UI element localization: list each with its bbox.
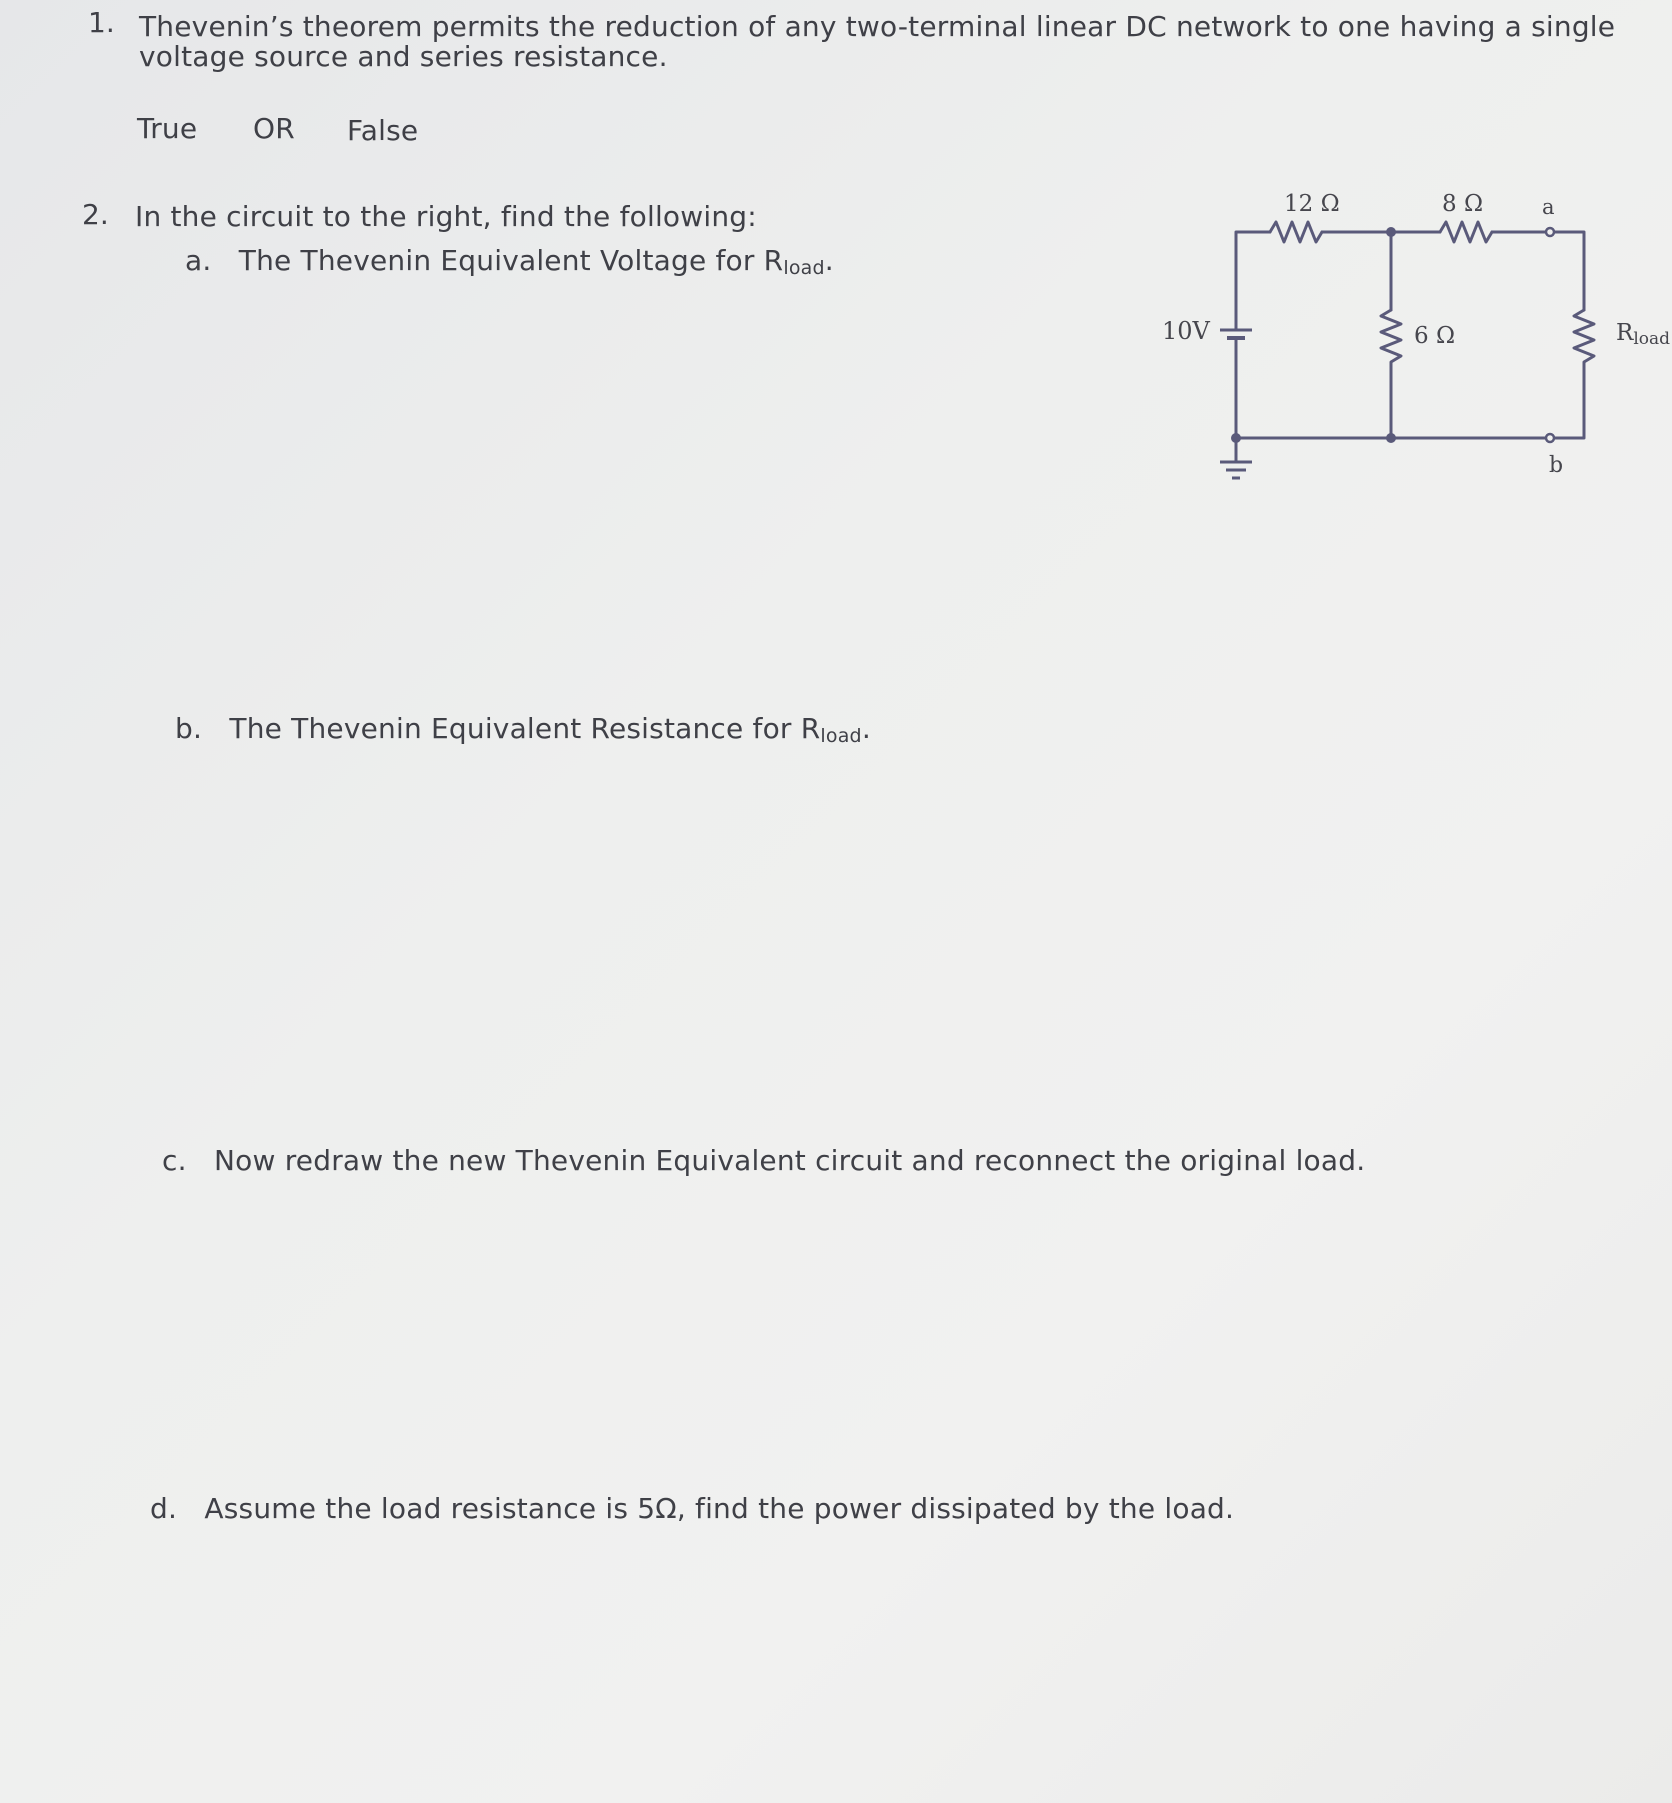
- q2a-sub: load: [783, 257, 825, 279]
- label-rload-sub: load: [1633, 329, 1670, 349]
- node-dot-top: [1386, 227, 1396, 237]
- terminal-b-circle: [1546, 434, 1554, 442]
- q2c-label: c.: [162, 1144, 187, 1177]
- q2-number: 2.: [82, 198, 109, 231]
- q2a: [185, 244, 834, 279]
- label-10v: 10V: [1162, 317, 1210, 345]
- q1-number: 1.: [88, 6, 115, 39]
- label-rload: [1616, 320, 1670, 349]
- q2a-label: a.: [185, 244, 212, 277]
- wire-left-top: [1236, 232, 1270, 330]
- q2b: [175, 712, 871, 747]
- choice-or: OR: [253, 112, 295, 145]
- circuit-diagram: [1140, 180, 1670, 500]
- node-dot-bottom-mid: [1386, 433, 1396, 443]
- choice-false[interactable]: False: [347, 114, 419, 147]
- wire-to-load: [1552, 232, 1584, 310]
- q2b-text: The Thevenin Equivalent Resistance for R: [229, 712, 821, 745]
- resistor-load: [1552, 310, 1594, 438]
- label-terminal-a: a: [1542, 195, 1555, 219]
- q2d: [150, 1492, 1234, 1525]
- q2a-end: .: [824, 244, 834, 277]
- label-6-ohm: 6 Ω: [1414, 323, 1456, 349]
- q2-intro: In the circuit to the right, find the following:: [135, 200, 757, 233]
- node-dot-bottom-left: [1231, 433, 1241, 443]
- q2b-sub: load: [820, 725, 862, 747]
- label-8-ohm: 8 Ω: [1442, 191, 1484, 217]
- choice-true[interactable]: True: [137, 112, 198, 145]
- label-terminal-b: b: [1549, 453, 1564, 478]
- label-12-ohm: 12 Ω: [1284, 191, 1340, 217]
- terminal-a-circle: [1546, 228, 1554, 236]
- q2b-label: b.: [175, 712, 203, 745]
- q1-text-line1: Thevenin’s theorem permits the reduction of any two-terminal linear DC network to one having a single: [139, 10, 1616, 43]
- q2b-end: .: [861, 712, 871, 745]
- resistor-12-ohm: [1270, 222, 1322, 242]
- q2c: [162, 1144, 1365, 1177]
- resistor-6-ohm: [1381, 310, 1401, 438]
- q2a-text: The Thevenin Equivalent Voltage for R: [238, 244, 784, 277]
- label-rload-main: R: [1616, 320, 1634, 346]
- q2d-label: d.: [150, 1492, 178, 1525]
- resistor-8-ohm: [1440, 222, 1492, 242]
- q1-text-line2: voltage source and series resistance.: [139, 40, 668, 73]
- q2c-text: Now redraw the new Thevenin Equivalent circuit and reconnect the original load.: [214, 1144, 1366, 1177]
- q2d-text: Assume the load resistance is 5Ω, find the power dissipated by the load.: [204, 1492, 1235, 1525]
